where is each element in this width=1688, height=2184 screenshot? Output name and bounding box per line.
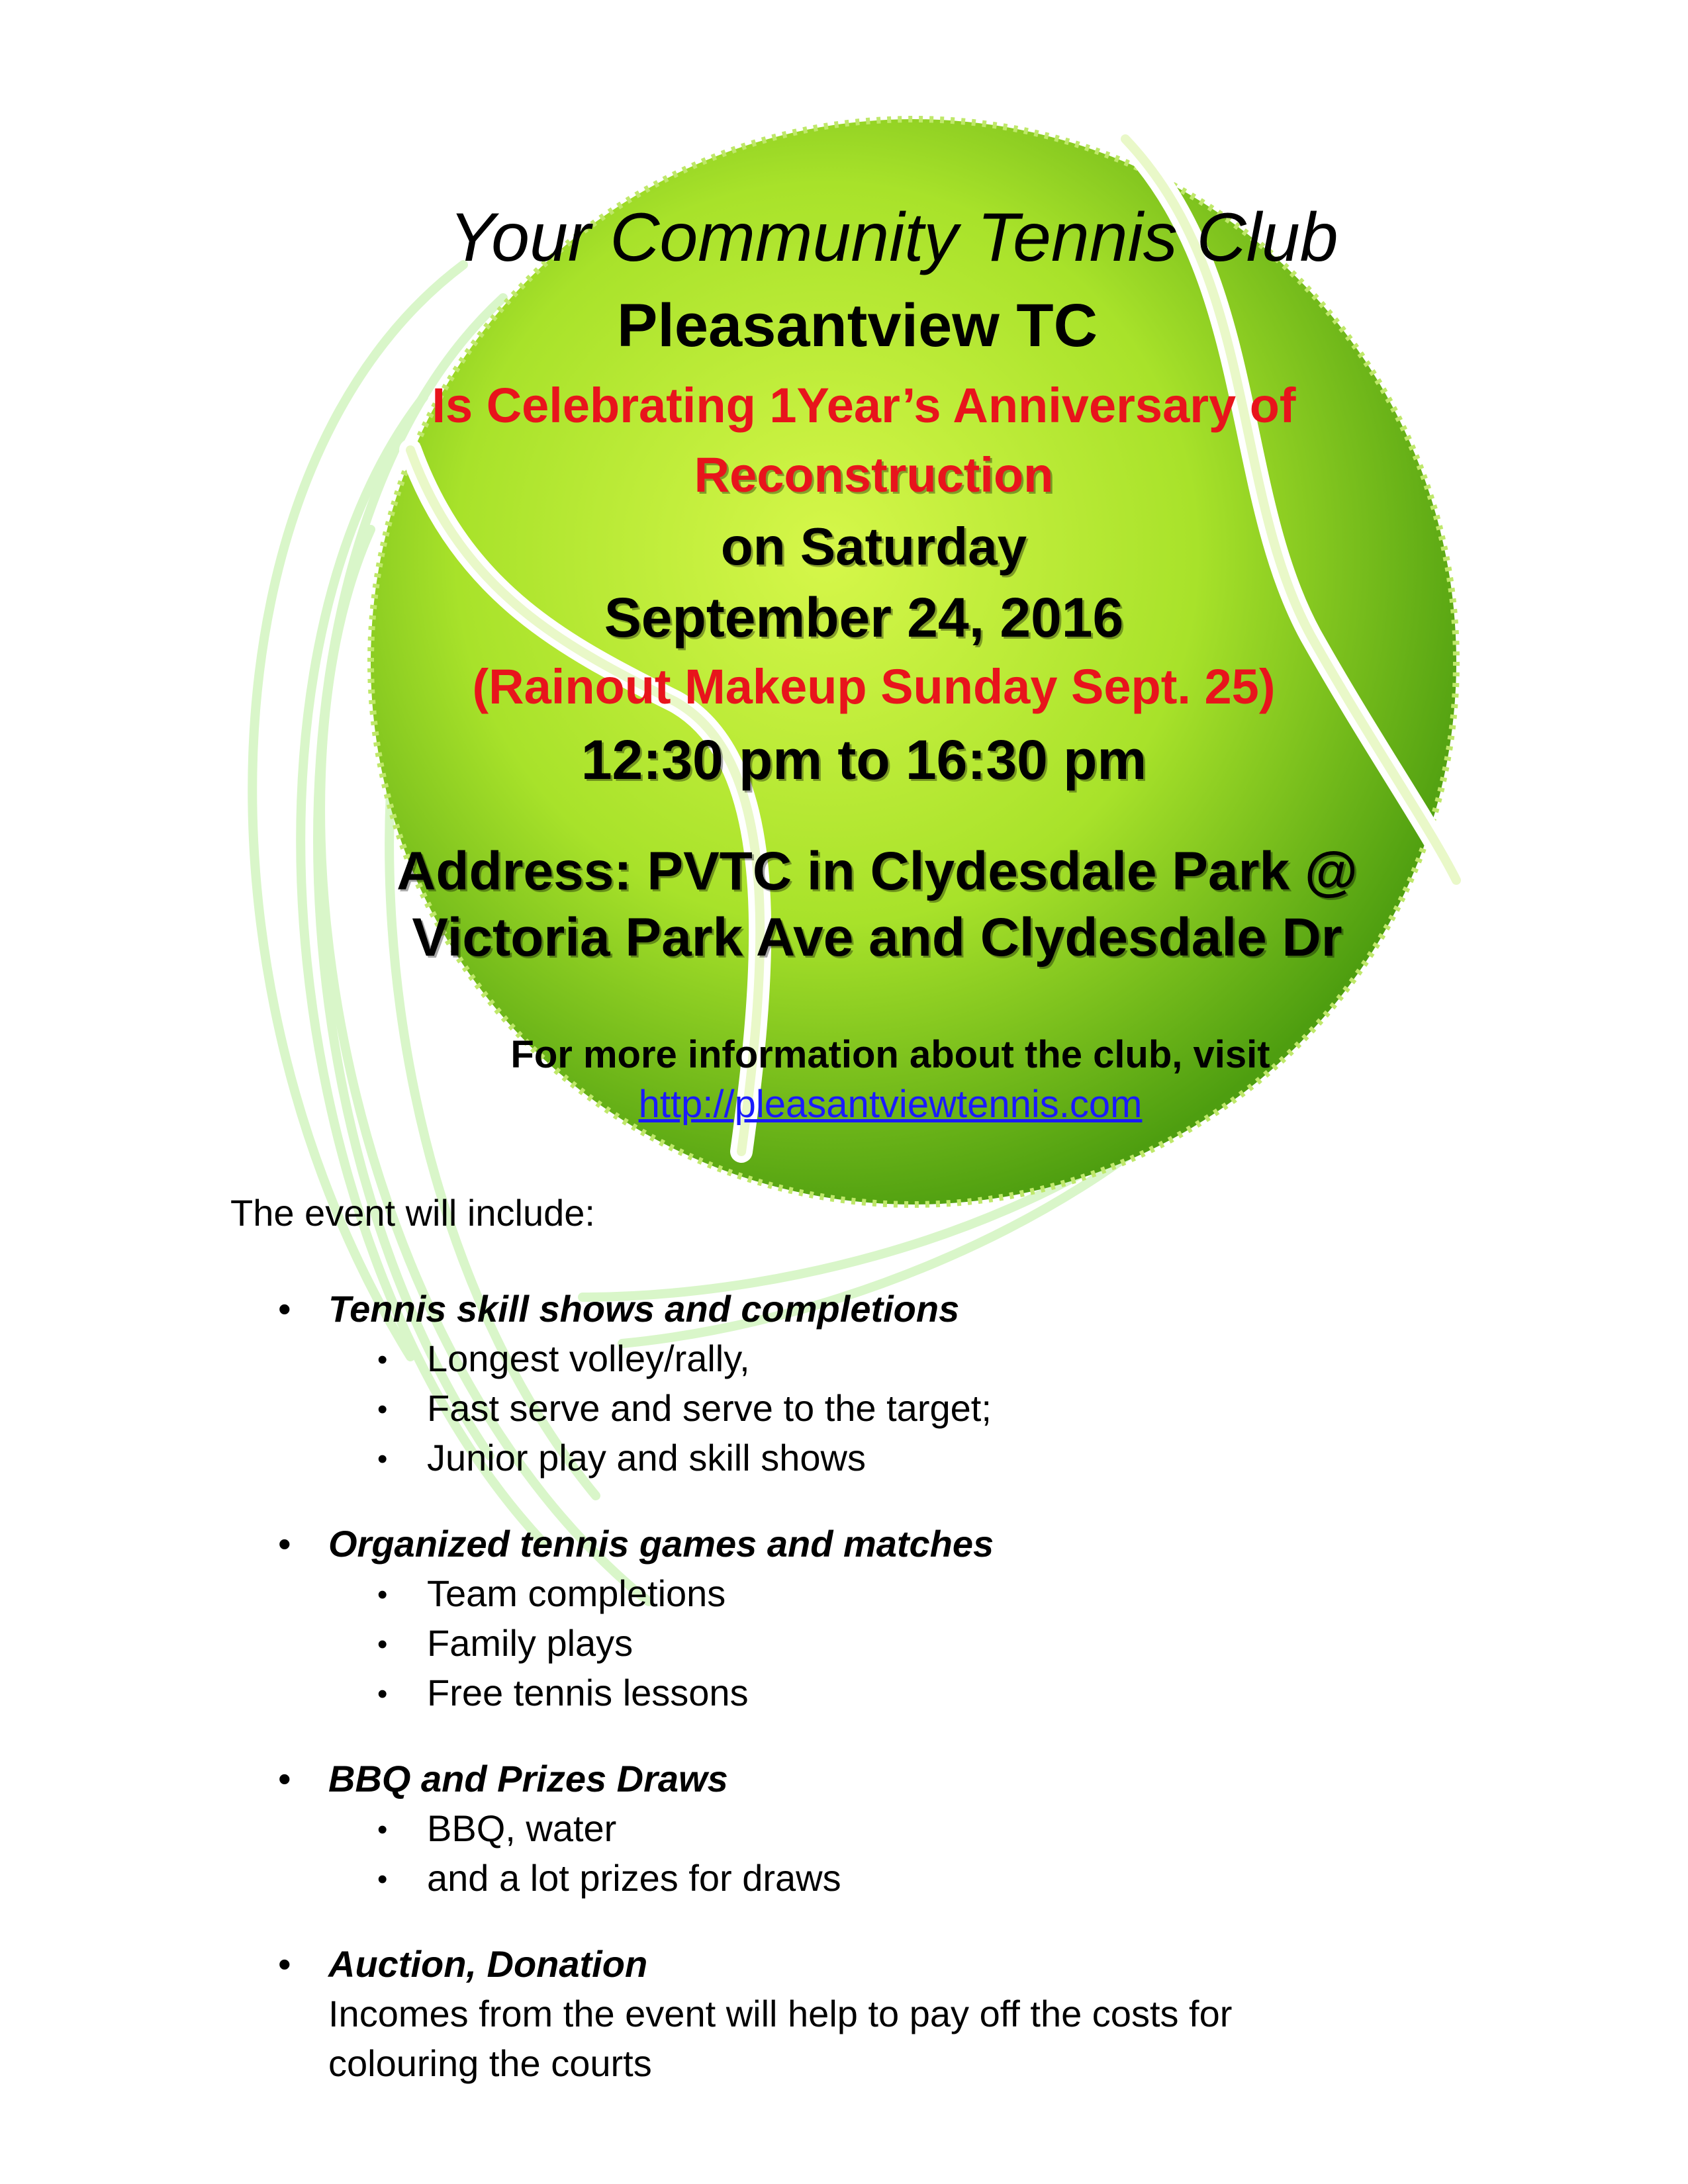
- section-title-games: Organized tennis games and matches: [328, 1523, 994, 1565]
- celebration-heading: Is Celebrating 1Year’s Anniversary of: [432, 378, 1296, 433]
- item-bullet: •: [377, 1343, 388, 1376]
- info-link-clip: [0, 1085, 1688, 1125]
- auction-description-line-2: colouring the courts: [328, 2042, 652, 2084]
- celebration-subheading: Reconstruction: [694, 447, 1054, 502]
- list-item: and a lot prizes for draws: [427, 1857, 841, 1899]
- address-line-2: Victoria Park Ave and Clydesdale Dr: [412, 907, 1342, 968]
- list-item: Junior play and skill shows: [427, 1437, 866, 1479]
- item-bullet: •: [377, 1628, 388, 1661]
- item-bullet: •: [377, 1443, 388, 1475]
- list-item: Fast serve and serve to the target;: [427, 1387, 992, 1429]
- event-date: September 24, 2016: [604, 586, 1124, 649]
- list-item: Free tennis lessons: [427, 1672, 749, 1713]
- section-bullet: •: [278, 1523, 291, 1565]
- section-bullet: •: [278, 1288, 291, 1330]
- list-item: Team completions: [427, 1572, 726, 1614]
- club-name: Pleasantview TC: [616, 292, 1098, 359]
- item-bullet: •: [377, 1678, 388, 1710]
- address-line-1: Address: PVTC in Clydesdale Park @: [397, 841, 1358, 901]
- event-day: on Saturday: [720, 517, 1027, 576]
- section-title-skills: Tennis skill shows and completions: [328, 1288, 960, 1330]
- rainout-note: (Rainout Makeup Sunday Sept. 25): [472, 659, 1276, 714]
- info-text: For more information about the club, visit: [510, 1033, 1270, 1076]
- section-bullet: •: [278, 1758, 291, 1799]
- section-bullet: •: [278, 1943, 291, 1985]
- event-intro: The event will include:: [230, 1192, 595, 1234]
- item-bullet: •: [377, 1813, 388, 1846]
- section-title-bbq: BBQ and Prizes Draws: [328, 1758, 728, 1799]
- list-item: Family plays: [427, 1622, 633, 1664]
- section-title-auction: Auction, Donation: [328, 1943, 648, 1985]
- item-bullet: •: [377, 1863, 388, 1895]
- auction-description-line-1: Incomes from the event will help to pay off the costs for: [328, 1993, 1233, 2034]
- event-time: 12:30 pm to 16:30 pm: [581, 729, 1147, 791]
- item-bullet: •: [377, 1393, 388, 1426]
- tagline: Your Community Tennis Club: [449, 199, 1338, 276]
- item-bullet: •: [377, 1578, 388, 1611]
- info-link[interactable]: http://pleasantviewtennis.com: [638, 1085, 1143, 1125]
- list-item: BBQ, water: [427, 1807, 617, 1849]
- list-item: Longest volley/rally,: [427, 1338, 750, 1379]
